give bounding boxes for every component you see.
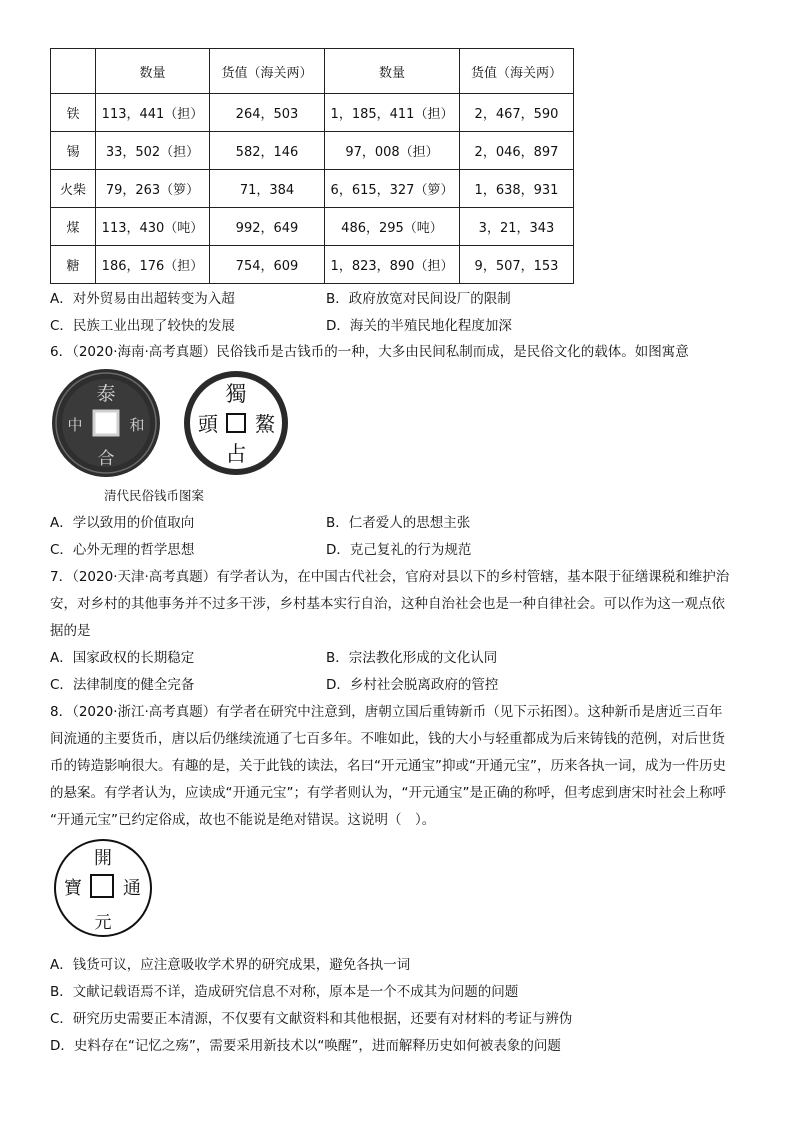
kaiyuan-char-right: 通 xyxy=(123,878,141,899)
table-header: 数量 xyxy=(96,49,210,94)
q5-option-c[interactable]: C．民族工业出现了较快的发展 xyxy=(50,318,235,334)
table-cell: 2，467，590 xyxy=(460,94,574,132)
q7-option-a[interactable]: A．国家政权的长期稳定 xyxy=(50,650,195,666)
table-cell: 113，441（担） xyxy=(96,94,210,132)
q7-option-c[interactable]: C．法律制度的健全完备 xyxy=(50,677,195,693)
table-cell: 79，263（箩） xyxy=(96,170,210,208)
q8-stem-line-5: “开通元宝”已约定俗成，故也不能说是绝对错误。这说明（ ）。 xyxy=(50,812,436,828)
coin-2 xyxy=(184,371,288,475)
q8-stem-line-1: 8．（2020·浙江·高考真题）有学者在研究中注意到，唐朝立国后重铸新币（见下示拓图）。这种新币是唐近三百年 xyxy=(50,704,723,720)
table-cell: 486，295（吨） xyxy=(325,208,460,246)
q7-stem-line-1: 7．（2020·天津·高考真题）有学者认为，在中国古代社会，官府对县以下的乡村管辖，基本限于征缮课税和维护治 xyxy=(50,569,730,585)
q8-option-a[interactable]: A．钱货可议，应注意吸收学术界的研究成果，避免各执一词 xyxy=(50,957,411,973)
q8-option-b[interactable]: B．文献记载语焉不详，造成研究信息不对称，原本是一个不成其为问题的问题 xyxy=(50,984,519,1000)
coin-1 xyxy=(52,369,160,477)
q6-stem: 6．（2020·海南·高考真题）民俗钱币是古钱币的一种，大多由民间私制而成，是民俗文化的载体。如图寓意 xyxy=(50,344,689,360)
q6-option-c[interactable]: C．心外无理的哲学思想 xyxy=(50,542,195,558)
table-row xyxy=(51,246,574,284)
table-cell: 1，185，411（担） xyxy=(325,94,460,132)
kaiyuan-char-top: 開 xyxy=(94,848,112,869)
table-cell: 2，046，897 xyxy=(460,132,574,170)
coin-1-char-right: 和 xyxy=(129,416,145,434)
q7-option-d[interactable]: D．乡村社会脱离政府的管控 xyxy=(326,677,499,693)
table-cell: 火柴 xyxy=(51,170,96,208)
table-cell: 9，507，153 xyxy=(460,246,574,284)
kaiyuan-coin-rubbing xyxy=(50,836,160,941)
table-cell: 992，649 xyxy=(210,208,325,246)
table-header: 货值（海关两） xyxy=(210,49,325,94)
q5-option-b[interactable]: B．政府放宽对民间设厂的限制 xyxy=(326,291,511,307)
table-row xyxy=(51,132,574,170)
table-cell: 97，008（担） xyxy=(325,132,460,170)
coin-2-char-left: 頭 xyxy=(198,412,218,436)
table-header: 货值（海关两） xyxy=(460,49,574,94)
table-cell: 71，384 xyxy=(210,170,325,208)
q7-stem-line-3: 据的是 xyxy=(50,623,91,639)
table-cell: 铁 xyxy=(51,94,96,132)
q6-option-d[interactable]: D．克己复礼的行为规范 xyxy=(326,542,472,558)
coin-1-char-top: 泰 xyxy=(96,383,116,405)
coin-images xyxy=(50,366,290,486)
table-cell: 582，146 xyxy=(210,132,325,170)
coin-2-char-top: 獨 xyxy=(225,382,247,406)
coin-1-char-bottom: 合 xyxy=(97,449,115,469)
q6-option-b[interactable]: B．仁者爱人的思想主张 xyxy=(326,515,471,531)
table-row xyxy=(51,94,574,132)
coin-caption: 清代民俗钱币图案 xyxy=(104,488,205,503)
table-cell: 3，21，343 xyxy=(460,208,574,246)
q5-option-d[interactable]: D．海关的半殖民地化程度加深 xyxy=(326,318,512,334)
table-cell: 754，609 xyxy=(210,246,325,284)
q5-option-a[interactable]: A．对外贸易由出超转变为入超 xyxy=(50,291,235,307)
trade-table xyxy=(50,48,574,284)
q8-option-c[interactable]: C．研究历史需要正本清源，不仅要有文献资料和其他根据，还要有对材料的考证与辨伪 xyxy=(50,1011,573,1027)
table-row xyxy=(51,208,574,246)
q6-option-a[interactable]: A．学以致用的价值取向 xyxy=(50,515,195,531)
coin-1-char-left: 中 xyxy=(67,416,83,434)
kaiyuan-char-bottom: 元 xyxy=(94,913,112,933)
table-header-row xyxy=(51,49,574,94)
q7-option-b[interactable]: B．宗法教化形成的文化认同 xyxy=(326,650,498,666)
q8-option-d[interactable]: D．史料存在“记忆之殇”，需要采用新技术以“唤醒”，进而解释历史如何被表象的问题 xyxy=(50,1038,561,1054)
table-cell: 锡 xyxy=(51,132,96,170)
table-header xyxy=(51,49,96,94)
table-cell: 1，823，890（担） xyxy=(325,246,460,284)
q8-stem-line-3: 币的铸造影响很大。有趣的是，关于此钱的读法，名曰“开元通宝”抑或“开通元宝”，历来各执一词，成为一件历史 xyxy=(50,758,726,774)
table-header: 数量 xyxy=(325,49,460,94)
coin-2-char-bottom: 占 xyxy=(225,442,247,466)
table-cell: 6，615，327（箩） xyxy=(325,170,460,208)
q8-stem-line-4: 的悬案。有学者认为，应读成“开通元宝”；有学者则认为，“开元通宝”是正确的称呼，但考虑到唐宋时社会上称呼 xyxy=(50,785,726,801)
table-cell: 1，638，931 xyxy=(460,170,574,208)
coin-2-char-right: 鰲 xyxy=(255,412,275,436)
q8-stem-line-2: 间流通的主要货币，唐以后仍继续流通了七百多年。不唯如此，钱的大小与轻重都成为后来铸钱的范例，对后世货 xyxy=(50,731,725,747)
kaiyuan-char-left: 寶 xyxy=(64,878,82,899)
table-cell: 186，176（担） xyxy=(96,246,210,284)
table-cell: 糖 xyxy=(51,246,96,284)
table-cell: 113，430（吨） xyxy=(96,208,210,246)
table-cell: 33，502（担） xyxy=(96,132,210,170)
table-cell: 煤 xyxy=(51,208,96,246)
table-cell: 264，503 xyxy=(210,94,325,132)
q7-stem-line-2: 安，对乡村的其他事务并不过多干涉，乡村基本实行自治，这种自治社会也是一种自律社会。可以作为这一观点依 xyxy=(50,596,725,612)
table-row xyxy=(51,170,574,208)
